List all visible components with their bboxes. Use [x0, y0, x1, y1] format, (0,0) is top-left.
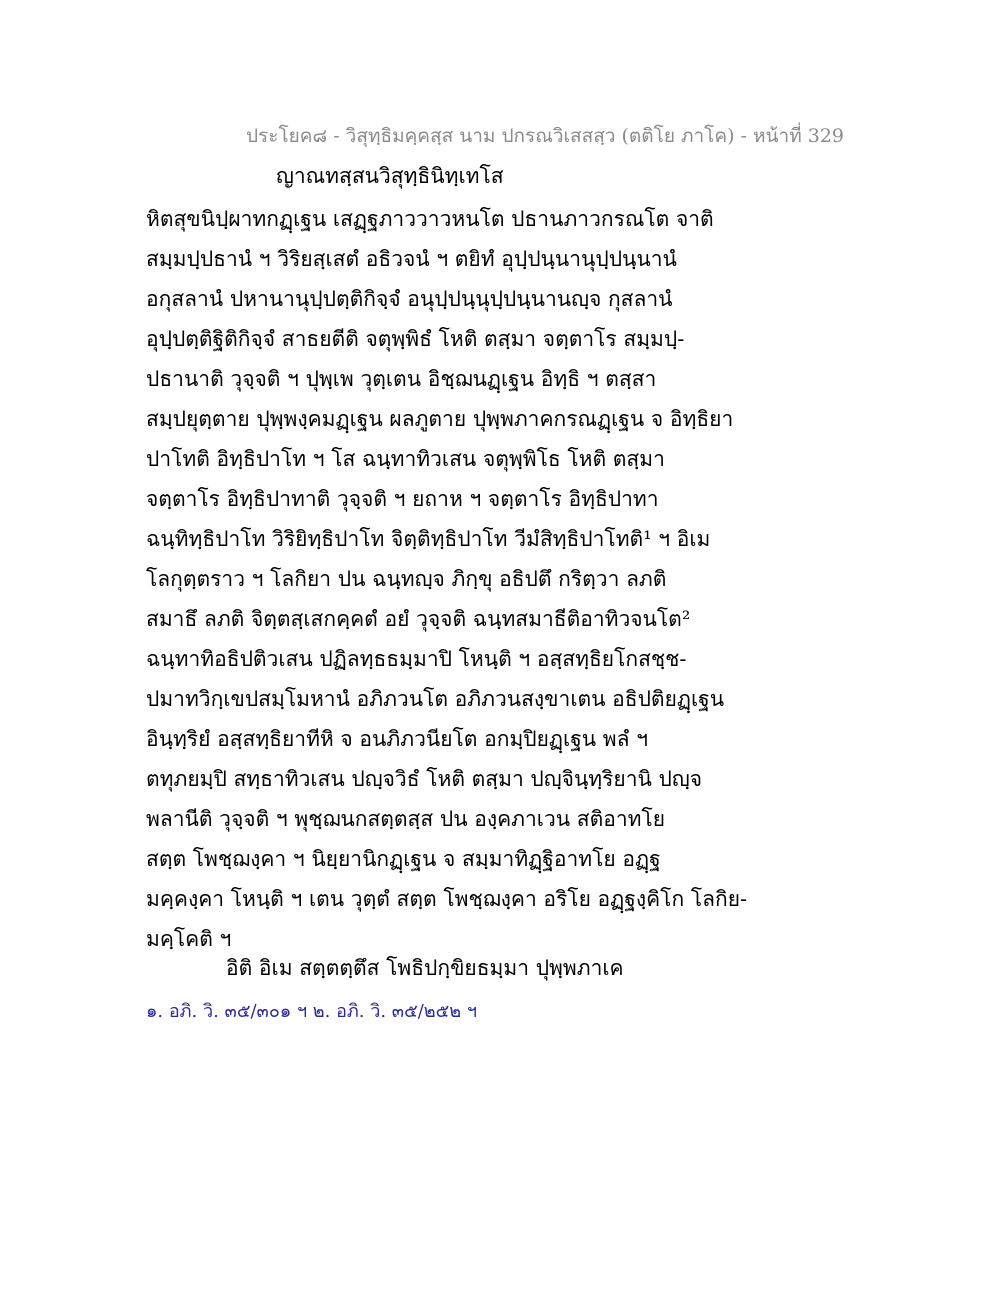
- body-line: ปมาทวิกฺเขปสมฺโมหานํ อภิภวนโต อภิภวนสงฺขาเตน อธิปติยฏฺเฐน: [146, 687, 725, 711]
- body-line: สมาธึ ลภติ จิตฺตสฺเสกคฺคตํ อยํ วุจฺจติ ฉนฺทสมาธีติอาทิวจนโต²: [146, 607, 691, 631]
- body-line: จตฺตาโร อิทฺธิปาทาติ วุจฺจติ ฯ ยถาห ฯ จตฺตาโร อิทฺธิปาทา: [146, 487, 659, 511]
- body-line: ปาโทติ อิทฺธิปาโท ฯ โส ฉนฺทาทิวเสน จตุพฺพิโธ โหติ ตสฺมา: [146, 447, 665, 471]
- closing-line: อิติ อิเม สตฺตตฺตึส โพธิปกฺขิยธมฺมา ปุพฺพภาเค: [226, 956, 624, 980]
- footnote: ๑. อภิ. วิ. ๓๕/๓๐๑ ฯ ๒. อภิ. วิ. ๓๕/๒๕๒ ฯ: [146, 1001, 477, 1022]
- body-line: อินฺทฺริยํ อสฺสทฺธิยาทีหิ จ อนภิภวนียโต อกมฺปิยฏฺเฐน พลํ ฯ: [146, 727, 648, 751]
- body-line: ตทุภยมฺปิ สทฺธาทิวเสน ปญฺจวิธํ โหติ ตสฺมา ปญฺจินฺทฺริยานิ ปญฺจ: [146, 767, 703, 791]
- body-line: อกุสลานํ ปหานานุปฺปตฺติกิจฺจํ อนุปฺปนฺนุปฺปนฺนานญฺจ กุสลานํ: [146, 287, 673, 311]
- body-line: ปธานาติ วุจฺจติ ฯ ปุพฺเพ วุตฺเตน อิชฺฌนฏฺเฐน อิทฺธิ ฯ ตสฺสา: [146, 367, 657, 391]
- body-line: สมฺมปฺปธานํ ฯ วิริยสฺเสตํ อธิวจนํ ฯ ตยิทํ อุปฺปนฺนานุปฺปนฺนานํ: [146, 247, 677, 271]
- body-line: มคฺคงฺคา โหนฺติ ฯ เตน วุตฺตํ สตฺต โพชฺฌงฺคา อริโย อฏฺฐงฺคิโก โลกิย-: [146, 887, 748, 911]
- body-line: สมฺปยุตฺตาย ปุพฺพงฺคมฏฺเฐน ผลภูตาย ปุพฺพภาคกรณฏฺเฐน จ อิทฺธิยา: [146, 407, 734, 431]
- body-line: ฉนฺทิทฺธิปาโท วิริยิทฺธิปาโท จิตฺติทฺธิปาโท วีมํสิทฺธิปาโทติ¹ ฯ อิเม: [146, 527, 711, 551]
- section-title: ญาณทสฺสนวิสุทฺธินิทฺเทโส: [276, 164, 504, 188]
- body-line: สตฺต โพชฺฌงฺคา ฯ นิยฺยานิกฏฺเฐน จ สมฺมาทิฏฺฐิอาทโย อฏฺฐ: [146, 847, 661, 871]
- body-line: อุปฺปตฺติฐิติกิจฺจํ สาธยตีติ จตุพฺพิธํ โหติ ตสฺมา จตฺตาโร สมฺมปฺ-: [146, 327, 685, 351]
- body-text: [146, 199, 846, 959]
- body-line: หิตสุขนิปฺผาทกฏฺเฐน เสฏฺฐภาววาวหนโต ปธานภาวกรณโต จาติ: [146, 207, 714, 231]
- body-line: โลกุตฺตราว ฯ โลกิยา ปน ฉนฺทญฺจ ภิกฺขุ อธิปตึ กริตฺวา ลภติ: [146, 567, 667, 591]
- body-line: ฉนฺทาทิอธิปติวเสน ปฏิลทฺธธมฺมาปิ โหนฺติ ฯ อสฺสทฺธิยโกสชฺช-: [146, 647, 687, 671]
- running-head: ประโยค๘ - วิสุทฺธิมคฺคสฺส นาม ปกรณวิเสสสฺว (ตติโย ภาโค) - หน้าที่ 329: [246, 125, 845, 147]
- body-line: พลานีติ วุจฺจติ ฯ พุชฺฌนกสตฺตสฺส ปน องฺคภาเวน สติอาทโย: [146, 807, 666, 831]
- body-line: มคฺโคติ ฯ: [146, 927, 232, 951]
